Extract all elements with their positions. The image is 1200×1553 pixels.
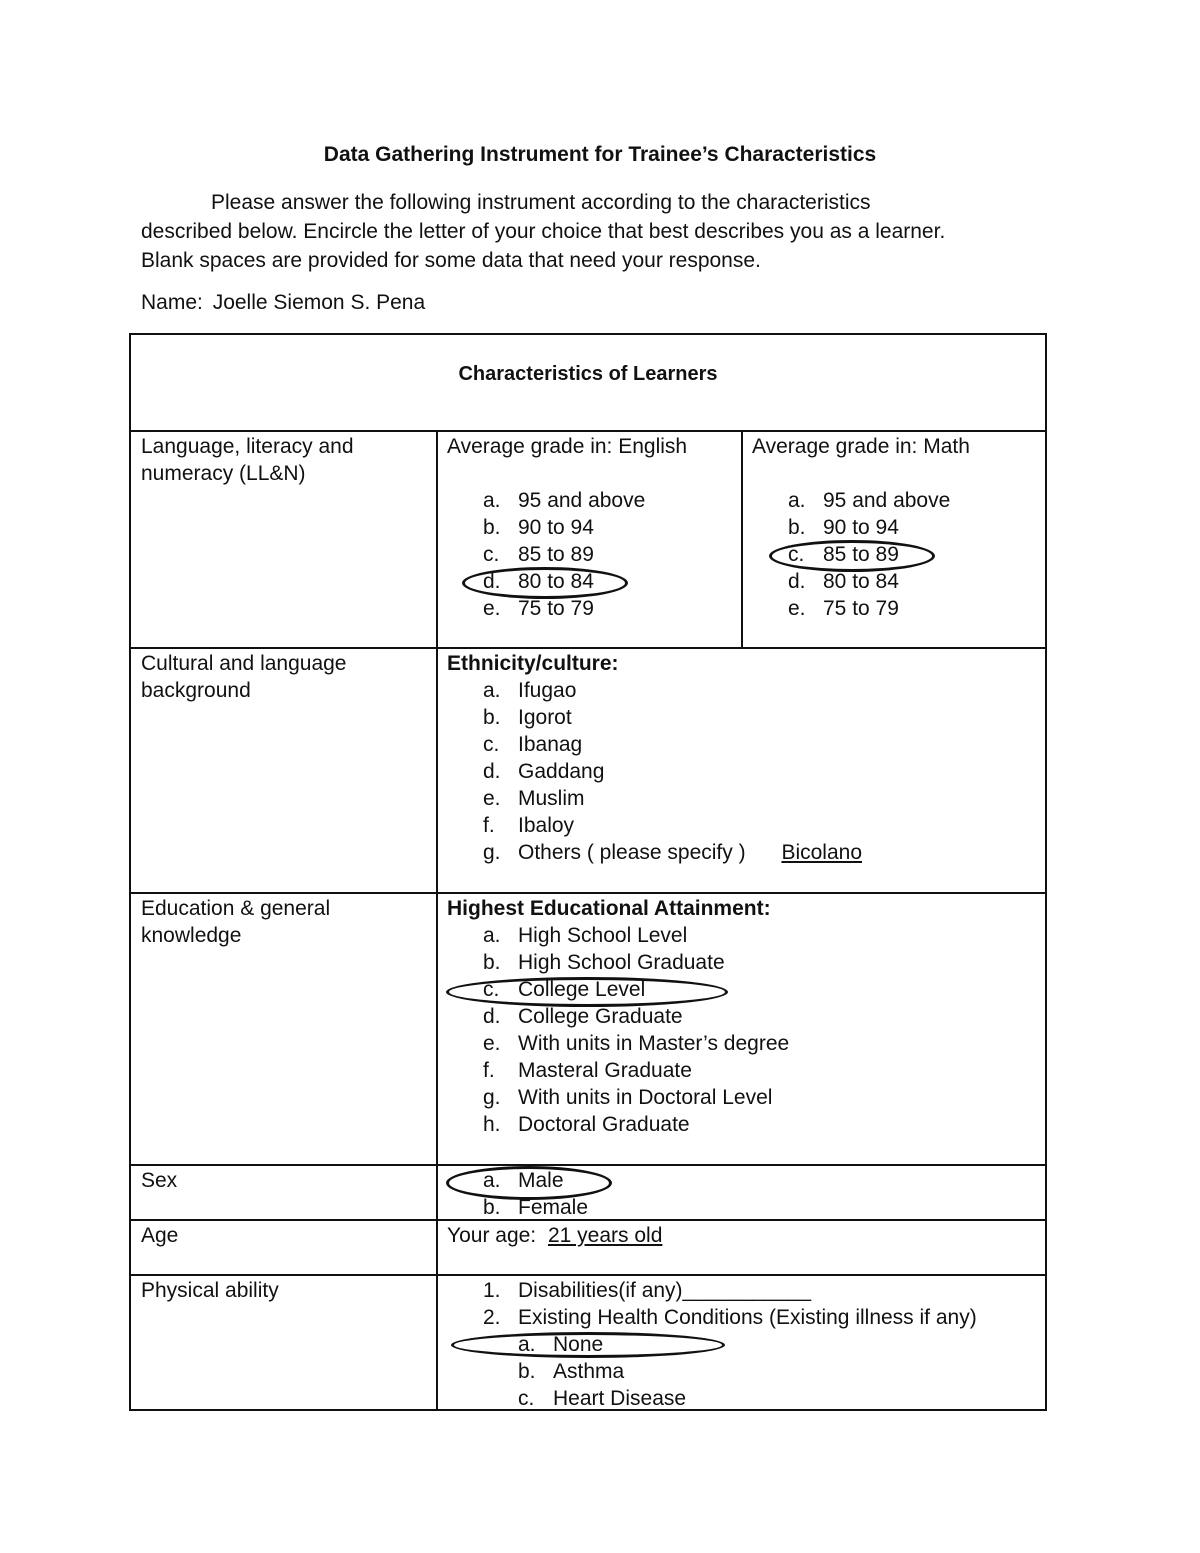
option-letter: a. [483, 679, 501, 702]
option-letter: d. [483, 1005, 501, 1028]
education-option[interactable] [483, 1084, 1037, 1111]
culture-label: Cultural and language background [141, 652, 347, 702]
education-option[interactable] [483, 976, 1037, 1003]
health-condition-option[interactable] [518, 1331, 1047, 1358]
column-divider [436, 430, 438, 1409]
english-grade-cell [447, 433, 737, 622]
option-letter: b. [518, 1360, 536, 1383]
option-text: High School Graduate [518, 951, 725, 974]
characteristics-table [129, 333, 1047, 1411]
physical-item-option[interactable] [483, 1304, 1047, 1331]
education-option[interactable] [483, 1003, 1037, 1030]
option-letter: a. [483, 1169, 501, 1192]
ethnicity-options [447, 677, 1037, 866]
option-text: 90 to 94 [823, 516, 899, 539]
intro-line-3: Blank spaces are provided for some data that need your response. [141, 249, 761, 272]
option-text: 90 to 94 [518, 516, 594, 539]
option-text: College Level [518, 978, 646, 1001]
age-answer[interactable]: 21 years old [547, 1224, 663, 1247]
math-grade-option[interactable] [788, 541, 1042, 568]
option-text: Existing Health Conditions (Existing illness if any) [518, 1306, 977, 1329]
english-options [447, 487, 737, 622]
name-line [141, 291, 425, 315]
english-grade-option[interactable] [483, 568, 737, 595]
physical-cell [447, 1277, 1047, 1412]
ethnicity-option[interactable] [483, 812, 1037, 839]
age-label: Age [141, 1224, 179, 1247]
option-letter: e. [788, 597, 806, 620]
ethnicity-option[interactable] [483, 839, 1037, 866]
option-letter: g. [483, 841, 501, 864]
education-options [447, 922, 1037, 1138]
option-letter: e. [483, 1032, 501, 1055]
option-text: 85 to 89 [823, 543, 899, 566]
ethnicity-option[interactable] [483, 704, 1037, 731]
option-letter: h. [483, 1113, 501, 1136]
column-divider [741, 430, 743, 647]
english-grade-option[interactable] [483, 595, 737, 622]
sex-cell [447, 1167, 1037, 1221]
sex-options [447, 1167, 1037, 1221]
education-option[interactable] [483, 1111, 1037, 1138]
row-divider [131, 430, 1045, 432]
option-text: Ifugao [518, 679, 577, 702]
math-grade-option[interactable] [788, 487, 1042, 514]
ethnicity-option[interactable] [483, 677, 1037, 704]
name-label: Name: [141, 291, 203, 314]
age-cell [447, 1222, 1037, 1249]
option-letter: f. [483, 814, 495, 837]
english-grade-option[interactable] [483, 541, 737, 568]
option-letter: c. [788, 543, 805, 566]
option-letter: b. [483, 1196, 501, 1219]
option-text: Male [518, 1169, 564, 1192]
name-value[interactable]: Joelle Siemon S. Pena [212, 291, 426, 314]
option-letter: b. [788, 516, 806, 539]
math-heading: Average grade in: Math [752, 435, 970, 458]
option-letter: a. [518, 1333, 536, 1356]
row-divider [131, 647, 1045, 649]
option-letter: d. [483, 760, 501, 783]
ethnicity-option[interactable] [483, 758, 1037, 785]
age-prompt: Your age: [447, 1224, 537, 1247]
option-text: 95 and above [823, 489, 951, 512]
education-option[interactable] [483, 1057, 1037, 1084]
option-letter: c. [483, 978, 500, 1001]
others-specify-answer[interactable]: Bicolano [781, 841, 862, 864]
option-letter: e. [483, 597, 501, 620]
option-letter: f. [483, 1059, 495, 1082]
option-text: None [553, 1333, 604, 1356]
math-grade-option[interactable] [788, 568, 1042, 595]
row-divider [131, 1274, 1045, 1276]
option-text: Gaddang [518, 760, 605, 783]
ethnicity-option[interactable] [483, 731, 1037, 758]
option-letter: b. [483, 951, 501, 974]
english-heading: Average grade in: English [447, 435, 688, 458]
option-letter: 2. [483, 1306, 501, 1329]
option-text: College Graduate [518, 1005, 683, 1028]
english-grade-option[interactable] [483, 514, 737, 541]
option-text: Female [518, 1196, 589, 1219]
row-divider [131, 892, 1045, 894]
table-header: Characteristics of Learners [458, 363, 718, 385]
option-text: Muslim [518, 787, 585, 810]
option-letter: 1. [483, 1279, 501, 1302]
option-text: Ibanag [518, 733, 583, 756]
option-text: With units in Master’s degree [518, 1032, 790, 1055]
education-option[interactable] [483, 949, 1037, 976]
sex-option[interactable] [483, 1194, 1037, 1221]
english-grade-option[interactable] [483, 487, 737, 514]
option-letter: c. [483, 543, 500, 566]
math-grade-option[interactable] [788, 595, 1042, 622]
option-text: 80 to 84 [518, 570, 594, 593]
option-letter: d. [788, 570, 806, 593]
row-divider [131, 1164, 1045, 1166]
option-letter: d. [483, 570, 501, 593]
education-option[interactable] [483, 1030, 1037, 1057]
intro-line-1: Please answer the following instrument according to the characteristics [211, 191, 871, 214]
education-heading: Highest Educational Attainment: [447, 897, 771, 920]
option-text: Doctoral Graduate [518, 1113, 690, 1136]
option-text: With units in Doctoral Level [518, 1086, 773, 1109]
option-text: Igorot [518, 706, 572, 729]
document-title: Data Gathering Instrument for Trainee’s Characteristics [323, 143, 877, 166]
option-letter: b. [483, 706, 501, 729]
option-letter: c. [518, 1387, 535, 1410]
option-text: 80 to 84 [823, 570, 899, 593]
option-text: Masteral Graduate [518, 1059, 692, 1082]
education-cell [447, 895, 1037, 1138]
option-text: 95 and above [518, 489, 646, 512]
ethnicity-heading: Ethnicity/culture: [447, 652, 619, 675]
option-letter: a. [483, 489, 501, 512]
instructions [141, 188, 1061, 275]
option-letter: a. [483, 924, 501, 947]
math-grade-cell [752, 433, 1042, 622]
option-letter: g. [483, 1086, 501, 1109]
physical-items [447, 1277, 1047, 1331]
health-condition-option[interactable] [518, 1358, 1047, 1385]
education-label: Education & general knowledge [141, 897, 331, 947]
option-letter: a. [788, 489, 806, 512]
intro-line-2: described below. Encircle the letter of your choice that best describes you as a learner. [141, 220, 946, 243]
sex-option[interactable] [483, 1167, 1037, 1194]
ethnicity-option[interactable] [483, 785, 1037, 812]
option-text: Heart Disease [553, 1387, 687, 1410]
option-text: 75 to 79 [823, 597, 899, 620]
sex-label: Sex [141, 1169, 178, 1192]
health-condition-options [447, 1331, 1047, 1412]
math-grade-option[interactable] [788, 514, 1042, 541]
llcn-label: Language, literacy and numeracy (LL&N) [141, 435, 354, 485]
option-text: High School Level [518, 924, 688, 947]
option-letter: c. [483, 733, 500, 756]
option-letter: e. [483, 787, 501, 810]
math-options [752, 487, 1042, 622]
option-text: 85 to 89 [518, 543, 594, 566]
physical-label: Physical ability [141, 1279, 279, 1302]
option-text: 75 to 79 [518, 597, 594, 620]
option-text: Asthma [553, 1360, 625, 1383]
option-text: Ibaloy [518, 814, 575, 837]
health-condition-option[interactable] [518, 1385, 1047, 1412]
option-text: Others ( please specify ) Bicolano [518, 839, 910, 866]
ethnicity-cell [447, 650, 1037, 866]
education-option[interactable] [483, 922, 1037, 949]
option-text: Disabilities(if any)___________ [518, 1279, 812, 1302]
option-letter: b. [483, 516, 501, 539]
physical-item-option[interactable] [483, 1277, 1047, 1304]
